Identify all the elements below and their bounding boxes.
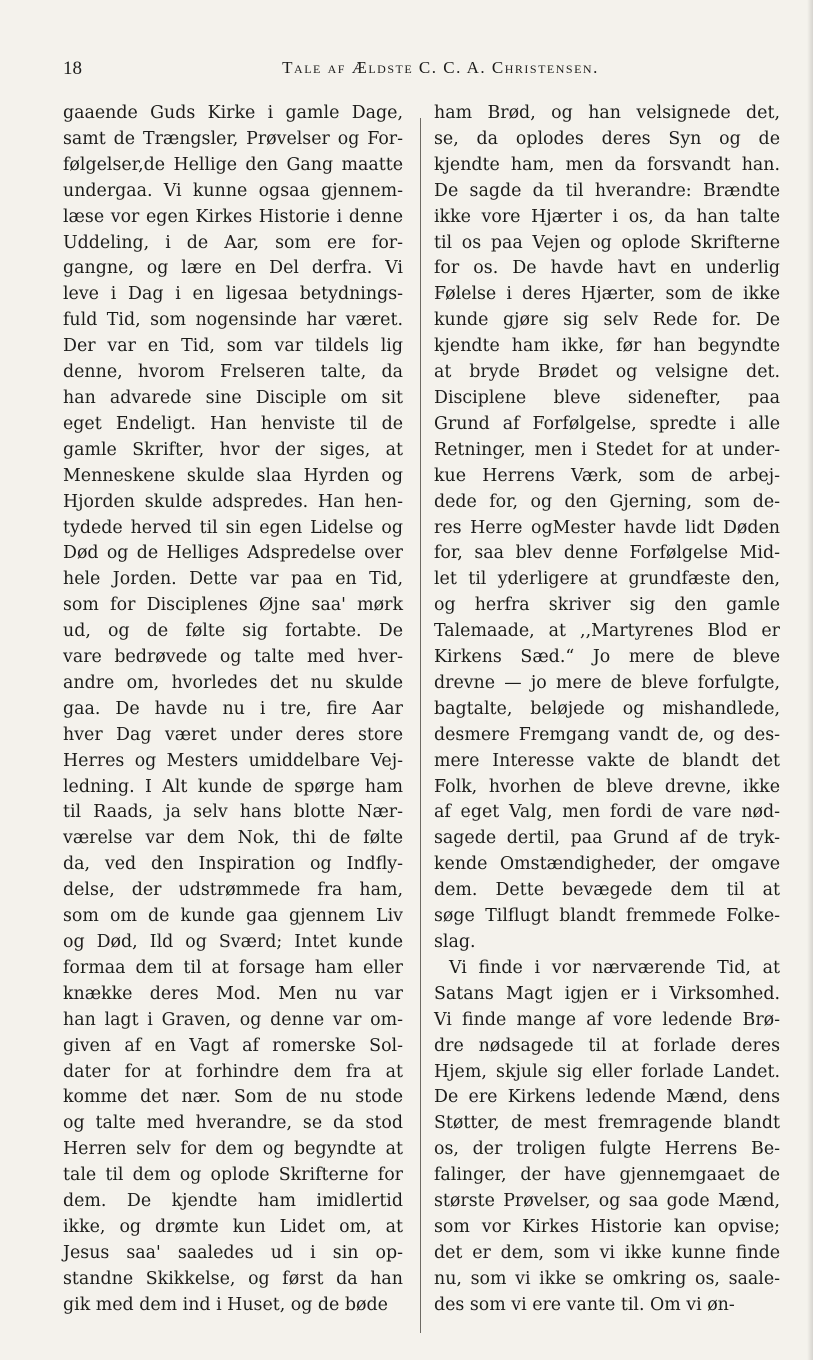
text-line: da, ved den Inspiration og Indfly- bbox=[63, 854, 403, 875]
text-line: Folk, hvorhen de bleve drevne, ikke bbox=[434, 776, 780, 797]
text-line: formaa dem til at forsage ham eller bbox=[63, 957, 403, 978]
text-line: værelse var dem Nok, thi de følte bbox=[63, 828, 403, 849]
text-line: se, da oplodes deres Syn og de bbox=[434, 128, 780, 149]
text-line: læse vor egen Kirkes Historie i denne bbox=[63, 206, 403, 227]
text-line: tale til dem og oplode Skrifterne for bbox=[63, 1165, 403, 1186]
text-line: ikke vore Hjærter i os, da han talte bbox=[434, 206, 780, 227]
text-line: delse, der udstrømmede fra ham, bbox=[63, 880, 403, 901]
text-line: gaaende Guds Kirke i gamle Dage, bbox=[63, 103, 403, 123]
text-line: dre nødsagede til at forlade deres bbox=[434, 1035, 780, 1056]
text-line: dem. Dette bevægede dem til at bbox=[434, 880, 780, 901]
text-line: kjendte ham, men da forsvandt han. bbox=[434, 154, 780, 175]
text-line: Satans Magt igjen er i Virksomhed. bbox=[434, 983, 780, 1004]
text-line: Død og de Helliges Adspredelse over bbox=[63, 543, 403, 564]
text-line: knække deres Mod. Men nu var bbox=[63, 983, 403, 1004]
text-line: bagtalte, beløjede og mishandlede, bbox=[434, 698, 780, 719]
text-line: som for Disciplenes Øjne saa' mørk bbox=[63, 595, 403, 616]
text-line: res Herre ogMester havde lidt Døden bbox=[434, 517, 780, 538]
text-line: os, der troligen fulgte Herrens Be- bbox=[434, 1139, 780, 1160]
text-line: dem. De kjendte ham imidlertid bbox=[63, 1191, 403, 1212]
text-line: eget Endeligt. Han henviste til de bbox=[63, 413, 403, 434]
text-line: ikke, og drømte kun Lidet om, at bbox=[63, 1216, 403, 1237]
text-line: som vor Kirkes Historie kan opvise; bbox=[434, 1216, 780, 1237]
page-number: 18 bbox=[63, 58, 82, 79]
text-line: søge Tilflugt blandt fremmede Folke- bbox=[434, 906, 780, 927]
text-line: De sagde da til hverandre: Brændte bbox=[434, 180, 780, 201]
text-line: Herren selv for dem og begyndte at bbox=[63, 1139, 403, 1160]
text-line: andre om, hvorledes det nu skulde bbox=[63, 672, 403, 693]
text-line: Vi finde i vor nærværende Tid, at bbox=[449, 957, 780, 978]
text-line: af eget Valg, men fordi de vare nød- bbox=[434, 802, 780, 823]
text-line: Uddeling, i de Aar, som ere for- bbox=[63, 232, 403, 253]
text-line: Herres og Mesters umiddelbare Vej- bbox=[63, 750, 403, 771]
text-line: desmere Fremgang vandt de, og des- bbox=[434, 724, 780, 745]
text-line: og herfra skriver sig den gamle bbox=[434, 595, 780, 616]
text-line: og Død, Ild og Sværd; Intet kunde bbox=[63, 932, 403, 952]
text-line: for os. De havde havt en underlig bbox=[434, 258, 780, 279]
text-line: hele Jorden. Dette var paa en Tid, bbox=[63, 569, 403, 590]
text-line: Grund af Forfølgelse, spredte i alle bbox=[434, 413, 780, 434]
text-line: Disciplene bleve sidenefter, paa bbox=[434, 387, 780, 408]
text-line: som om de kunde gaa gjennem Liv bbox=[63, 906, 403, 927]
text-line: han lagt i Graven, og denne var om- bbox=[63, 1009, 403, 1030]
text-line: Retninger, men i Stedet for at under- bbox=[434, 439, 780, 460]
text-line: given af en Vagt af romerske Sol- bbox=[63, 1035, 403, 1056]
text-line: falinger, der have gjennemgaaet de bbox=[434, 1165, 780, 1186]
text-line: kunde gjøre sig selv Rede for. De bbox=[434, 310, 780, 331]
text-line: største Prøvelser, og saa gode Mænd, bbox=[434, 1191, 780, 1212]
text-line: kjendte ham ikke, før han begyndte bbox=[434, 336, 780, 357]
text-line: Vi finde mange af vore ledende Brø- bbox=[434, 1009, 780, 1030]
text-line: Hjorden skulde adspredes. Han hen- bbox=[63, 491, 403, 512]
text-line: undergaa. Vi kunne ogsaa gjennem- bbox=[63, 180, 403, 201]
text-line: ud, og de følte sig fortabte. De bbox=[63, 621, 403, 642]
text-line: Der var en Tid, som var tildels lig bbox=[63, 336, 403, 357]
text-line: Jesus saa' saaledes ud i sin op- bbox=[63, 1242, 403, 1263]
text-line: Kirkens Sæd.“ Jo mere de bleve bbox=[434, 647, 780, 668]
text-line: gaa. De havde nu i tre, fire Aar bbox=[63, 698, 403, 719]
text-line: slag. bbox=[434, 932, 476, 952]
text-line: sagede dertil, paa Grund af de tryk- bbox=[434, 828, 780, 849]
text-line: samt de Trængsler, Prøvelser og For- bbox=[63, 128, 403, 149]
text-line: fuld Tid, som nogensinde har været. bbox=[63, 310, 403, 331]
text-line: leve i Dag i en ligesaa betydnings- bbox=[63, 284, 403, 305]
text-line: det er dem, som vi ikke kunne finde bbox=[434, 1242, 780, 1263]
right-text-column bbox=[434, 101, 780, 1319]
text-line: for, saa blev denne Forfølgelse Mid- bbox=[434, 543, 780, 564]
text-line: ledning. I Alt kunde de spørge ham bbox=[63, 776, 403, 797]
text-line: at bryde Brødet og velsigne det. bbox=[434, 362, 780, 383]
running-title: Tale af Ældste C. C. A. Christensen. bbox=[282, 58, 599, 77]
text-line: og talte med hverandre, se da stod bbox=[63, 1113, 403, 1134]
text-line: følgelser,de Hellige den Gang maatte bbox=[63, 154, 403, 175]
text-line: denne, hvorom Frelseren talte, da bbox=[63, 362, 403, 383]
text-line: nu, som vi ikke se omkring os, saale- bbox=[434, 1268, 780, 1289]
text-line: drevne — jo mere de bleve forfulgte, bbox=[434, 672, 780, 693]
text-line: til Raads, ja selv hans blotte Nær- bbox=[63, 802, 403, 823]
running-header bbox=[63, 58, 788, 84]
text-line: Støtter, de mest fremragende blandt bbox=[434, 1113, 780, 1134]
text-line: Hjem, skjule sig eller forlade Landet. bbox=[434, 1061, 780, 1082]
text-line: komme det nær. Som de nu stode bbox=[63, 1087, 403, 1108]
text-line: Følelse i deres Hjærter, som de ikke bbox=[434, 284, 780, 305]
text-line: tydede herved til sin egen Lidelse og bbox=[63, 517, 403, 538]
text-line: kue Herrens Værk, som de arbej- bbox=[434, 465, 780, 486]
column-divider bbox=[420, 118, 421, 1333]
left-text-column bbox=[63, 101, 403, 1319]
text-line: kende Omstændigheder, der omgave bbox=[434, 854, 780, 875]
text-line: De ere Kirkens ledende Mænd, dens bbox=[434, 1087, 780, 1108]
text-line: standne Skikkelse, og først da han bbox=[63, 1268, 403, 1289]
text-line: dede for, og den Gjerning, som de- bbox=[434, 491, 780, 512]
text-line: des som vi ere vante til. Om vi øn- bbox=[434, 1294, 735, 1315]
text-line: gik med dem ind i Huset, og de bøde bbox=[63, 1294, 388, 1315]
text-line: gangne, og lære en Del derfra. Vi bbox=[63, 258, 403, 279]
text-line: Menneskene skulde slaa Hyrden og bbox=[63, 465, 403, 486]
text-line: hver Dag været under deres store bbox=[63, 724, 403, 745]
text-line: vare bedrøvede og talte med hver- bbox=[63, 647, 403, 668]
page-edge-shadow bbox=[807, 0, 813, 1360]
text-line: til os paa Vejen og oplode Skrifterne bbox=[434, 232, 780, 253]
text-line: ham Brød, og han velsignede det, bbox=[434, 103, 780, 123]
text-line: Talemaade, at ,,Martyrenes Blod er bbox=[434, 621, 780, 642]
text-line: mere Interesse vakte de blandt det bbox=[434, 750, 780, 771]
text-line: gamle Skrifter, hvor der siges, at bbox=[63, 439, 403, 460]
text-line: dater for at forhindre dem fra at bbox=[63, 1061, 403, 1082]
text-line: han advarede sine Disciple om sit bbox=[63, 387, 403, 408]
text-line: let til yderligere at grundfæste den, bbox=[434, 569, 780, 590]
